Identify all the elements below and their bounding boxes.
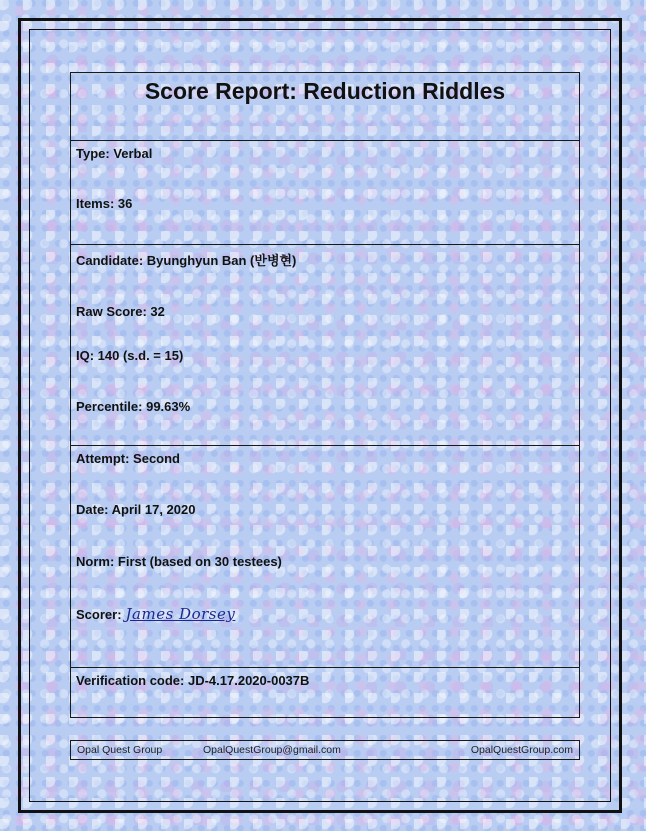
score-report-table — [70, 72, 580, 718]
norm: Norm: First (based on 30 testees) — [76, 554, 282, 569]
attempt: Attempt: Second — [76, 451, 180, 466]
scorer-signature: James Dorsey — [125, 605, 236, 623]
footer-organization: Opal Quest Group — [77, 744, 163, 756]
scorer — [76, 605, 235, 623]
percentile: Percentile: 99.63% — [76, 399, 191, 414]
title-section — [71, 73, 579, 141]
footer-website: OpalQuestGroup.com — [470, 744, 573, 756]
footer-email: OpalQuestGroup@gmail.com — [203, 744, 341, 756]
item-count: Items: 36 — [76, 196, 133, 211]
verification-code: Verification code: JD-4.17.2020-0037B — [76, 673, 310, 688]
test-info-section — [71, 140, 579, 245]
report-title: Score Report: Reduction Riddles — [144, 78, 506, 104]
attempt-section — [71, 445, 579, 668]
test-type: Type: Verbal — [76, 146, 153, 161]
verification-section — [71, 667, 579, 719]
scorer-label: Scorer: — [76, 607, 122, 622]
iq-score: IQ: 140 (s.d. = 15) — [76, 348, 184, 363]
footer-bar — [70, 740, 580, 760]
candidate-section — [71, 244, 579, 446]
candidate-name: Candidate: Byunghyun Ban (반병현) — [76, 253, 297, 268]
raw-score: Raw Score: 32 — [76, 304, 165, 319]
test-date: Date: April 17, 2020 — [76, 502, 196, 517]
